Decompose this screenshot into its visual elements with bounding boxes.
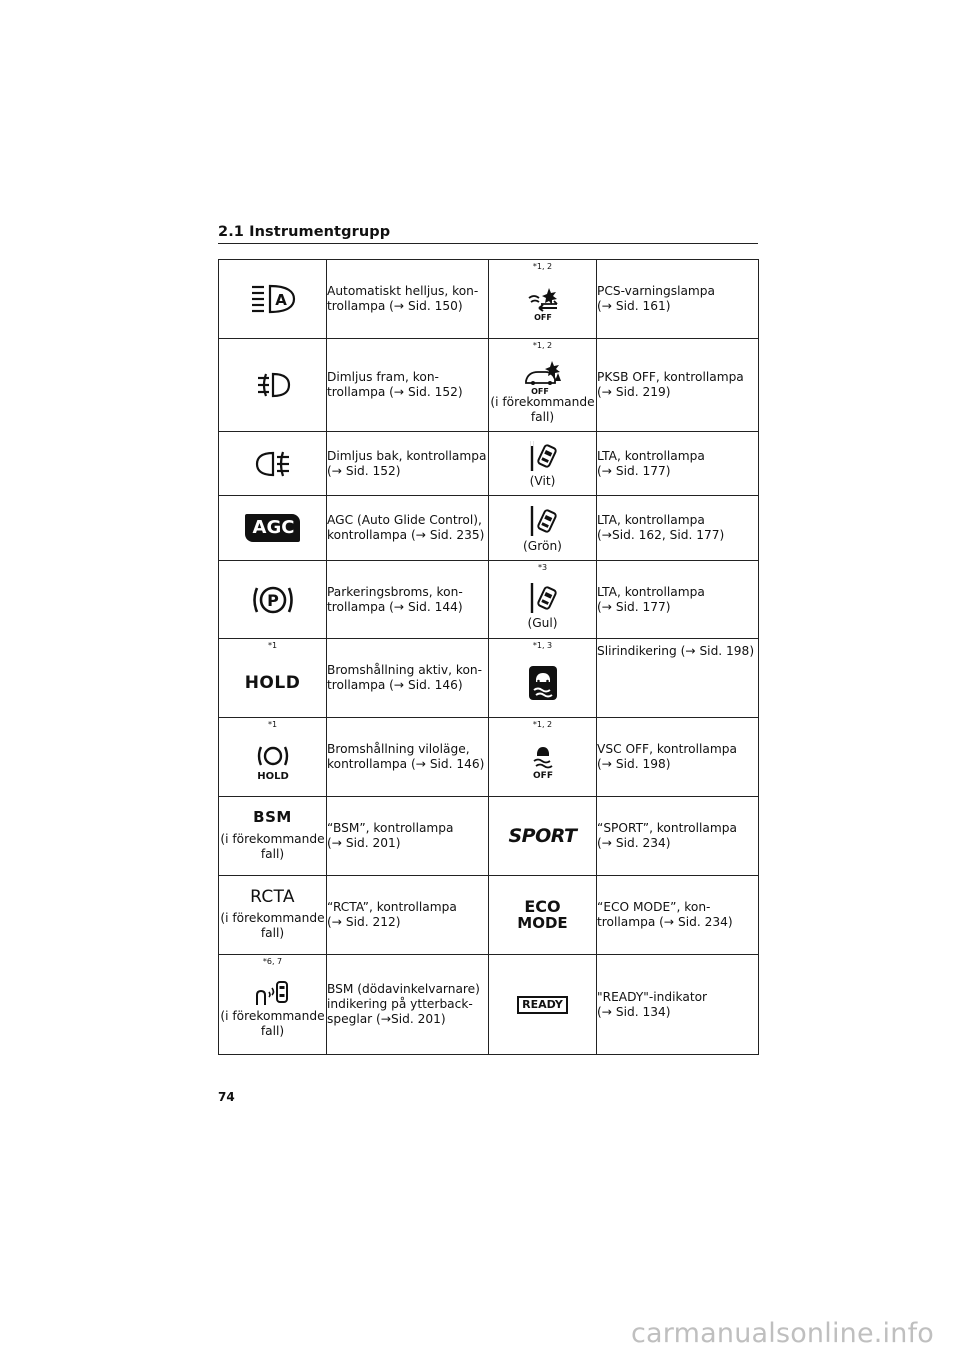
- description-text: PKSB OFF, kontrollampa (→ Sid. 219): [597, 370, 744, 399]
- hold-label: HOLD: [256, 771, 289, 782]
- icon-caption: (i förekommande fall): [220, 832, 325, 861]
- description-text: BSM (dödavinkelvarnare) indikering på ytterback- speglar (→Sid. 201): [327, 982, 480, 1026]
- slip-indicator-icon: [528, 665, 558, 701]
- description-text: Dimljus bak, kontrollampa (→ Sid. 152): [327, 448, 487, 478]
- description-cell: [597, 955, 759, 1055]
- bsm-icon: BSM: [253, 808, 292, 826]
- description-text: PCS-varningslampa (→ Sid. 161): [597, 284, 715, 313]
- indicator-table: [218, 259, 759, 1055]
- svg-text:OFF: OFF: [533, 313, 552, 322]
- footnote-marker: *1, 3: [532, 641, 553, 650]
- sport-icon: SPORT: [508, 824, 577, 847]
- icon-caption: (Grön): [523, 538, 562, 553]
- description-cell: [327, 876, 489, 955]
- icon-cell: [489, 876, 597, 955]
- eco-mode-icon: [517, 899, 567, 931]
- description-cell: [327, 260, 489, 339]
- description-cell: [327, 639, 489, 718]
- description-text: Bromshållning aktiv, kon- trollampa (→ Sid. 146): [327, 663, 483, 692]
- footnote-marker: *6, 7: [262, 957, 283, 966]
- watermark: carmanualsonline.info: [631, 1318, 934, 1349]
- description-cell: [597, 639, 759, 718]
- icon-cell: [219, 718, 327, 797]
- description-cell: [327, 496, 489, 561]
- icon-cell: [489, 496, 597, 561]
- footnote-marker: *3: [537, 563, 548, 572]
- icon-cell: [489, 561, 597, 639]
- footnote-marker: *1: [267, 641, 278, 650]
- hold-icon: HOLD: [244, 672, 301, 693]
- table-row: [219, 718, 759, 797]
- description-text: AGC (Auto Glide Control), kontrollampa (→ Sid. 235): [327, 513, 485, 542]
- description-text: LTA, kontrollampa (→ Sid. 177): [597, 584, 705, 614]
- bsm-mirror-icon: [253, 979, 293, 1009]
- icon-cell: [489, 955, 597, 1055]
- description-cell: [327, 718, 489, 797]
- svg-text:A: A: [274, 291, 287, 309]
- description-cell: [327, 797, 489, 876]
- icon-cell: [219, 496, 327, 561]
- icon-caption: (i förekommande fall): [220, 910, 325, 940]
- footnote-marker: *1, 2: [532, 262, 553, 271]
- table-row: [219, 876, 759, 955]
- description-text: “RCTA”, kontrollampa (→ Sid. 212): [327, 900, 457, 929]
- description-cell: [597, 718, 759, 797]
- icon-cell: [219, 955, 327, 1055]
- icon-cell: [219, 260, 327, 339]
- svg-text:OFF: OFF: [530, 387, 549, 395]
- description-text: “ECO MODE”, kon- trollampa (→ Sid. 234): [597, 900, 733, 929]
- description-text: “SPORT”, kontrollampa (→ Sid. 234): [597, 821, 737, 850]
- ready-icon: READY: [517, 996, 568, 1014]
- svg-text:P: P: [266, 590, 279, 610]
- description-text: LTA, kontrollampa (→ Sid. 177): [597, 448, 705, 478]
- description-cell: [597, 260, 759, 339]
- icon-cell: [219, 561, 327, 639]
- page-number: 74: [218, 1090, 235, 1104]
- description-text: Automatiskt helljus, kon- trollampa (→ Sid. 150): [327, 284, 479, 313]
- icon-caption: (i förekommande fall): [490, 395, 595, 424]
- table-row: [219, 339, 759, 432]
- table-row: [219, 797, 759, 876]
- description-text: Dimljus fram, kon- trollampa (→ Sid. 152): [327, 370, 463, 399]
- lta-icon: [528, 438, 558, 474]
- description-cell: [597, 496, 759, 561]
- icon-cell: [489, 639, 597, 718]
- mode-label: MODE: [517, 914, 568, 932]
- table-row: [219, 496, 759, 561]
- icon-caption: (Gul): [527, 616, 558, 630]
- front-fog-light-icon: [255, 370, 291, 400]
- description-cell: [597, 876, 759, 955]
- vsc-off-icon: [528, 744, 558, 780]
- title-divider: [218, 243, 758, 244]
- icon-caption: (i förekommande fall): [220, 1008, 325, 1038]
- rear-fog-light-icon: [255, 449, 291, 479]
- icon-cell: [489, 718, 597, 797]
- icon-cell: [219, 876, 327, 955]
- description-text: Parkeringsbroms, kon- trollampa (→ Sid. 144): [327, 584, 463, 614]
- description-cell: [597, 561, 759, 639]
- description-cell: [327, 339, 489, 432]
- pksb-off-icon: [522, 359, 564, 395]
- description-cell: [597, 432, 759, 496]
- footnote-marker: *1, 2: [532, 341, 553, 350]
- rcta-icon: RCTA: [250, 886, 295, 907]
- icon-caption: (Vit): [529, 474, 556, 488]
- table-row: [219, 639, 759, 718]
- eco-label: ECO: [524, 897, 561, 916]
- section-title: 2.1 Instrumentgrupp: [218, 224, 391, 240]
- lta-icon: [528, 580, 558, 616]
- table-row: [219, 955, 759, 1055]
- icon-cell: [489, 797, 597, 876]
- description-cell: [327, 432, 489, 496]
- description-text: "READY"-indikator (→ Sid. 134): [597, 989, 708, 1019]
- table-row: [219, 432, 759, 496]
- description-text: Slirindikering (→ Sid. 198): [597, 644, 755, 658]
- table-row: [219, 561, 759, 639]
- description-cell: [597, 797, 759, 876]
- brake-hold-standby-icon: [253, 742, 293, 782]
- description-text: VSC OFF, kontrollampa (→ Sid. 198): [597, 742, 737, 771]
- icon-cell: [489, 339, 597, 432]
- footnote-marker: *1: [267, 720, 278, 729]
- icon-cell: [219, 339, 327, 432]
- icon-cell: [219, 797, 327, 876]
- description-text: Bromshållning viloläge, kontrollampa (→ Sid. 146): [327, 742, 485, 771]
- description-cell: [327, 955, 489, 1055]
- agc-icon: AGC: [245, 514, 301, 542]
- lta-icon: [528, 503, 558, 539]
- table-row: [219, 260, 759, 339]
- parking-brake-icon: [251, 582, 295, 618]
- icon-cell: [219, 432, 327, 496]
- description-text: “BSM”, kontrollampa (→ Sid. 201): [327, 821, 454, 850]
- auto-high-beam-icon: [250, 282, 296, 316]
- icon-cell: [489, 260, 597, 339]
- description-cell: [327, 561, 489, 639]
- description-text: LTA, kontrollampa (→Sid. 162, Sid. 177): [597, 513, 725, 542]
- icon-cell: [489, 432, 597, 496]
- icon-cell: [219, 639, 327, 718]
- footnote-marker: *1, 2: [532, 720, 553, 729]
- svg-text:OFF: OFF: [532, 771, 553, 780]
- description-cell: [597, 339, 759, 432]
- pcs-warning-icon: [523, 286, 563, 322]
